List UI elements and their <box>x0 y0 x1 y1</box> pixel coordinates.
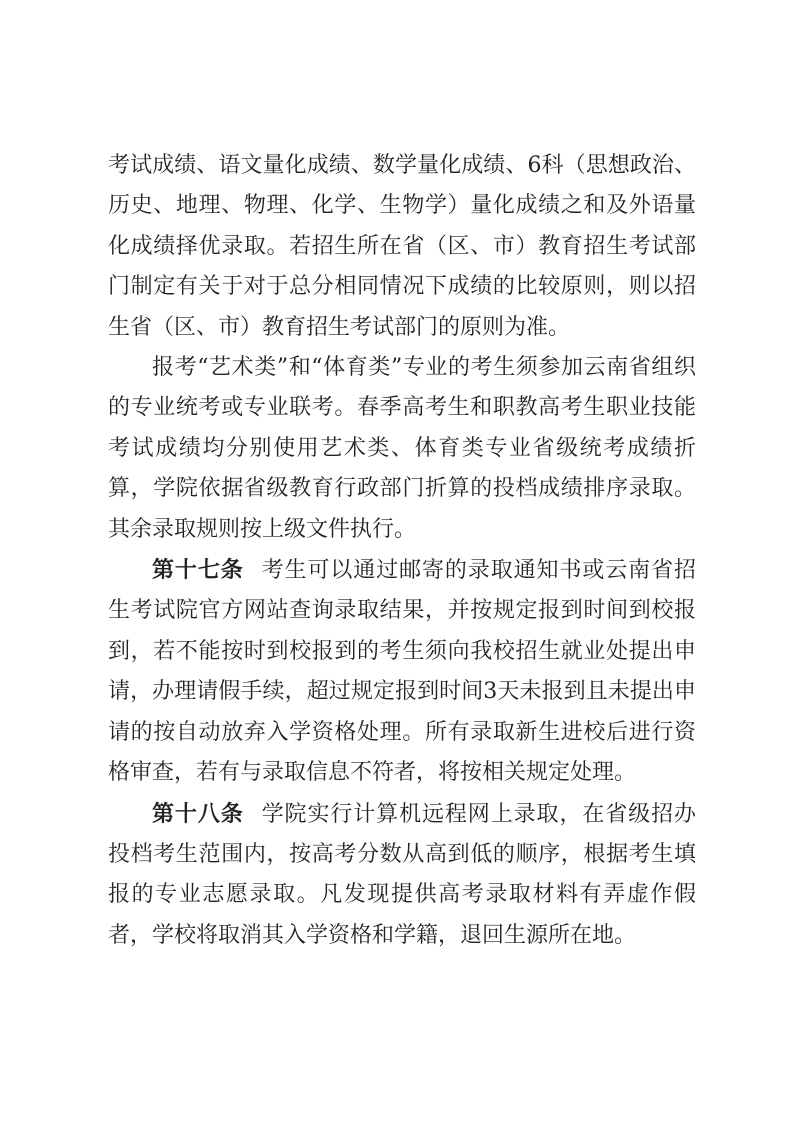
paragraph-art-sports <box>108 348 696 550</box>
paragraph-continued <box>108 146 696 348</box>
article-heading: 第十八条 <box>152 800 244 827</box>
article-17 <box>108 550 696 793</box>
article-heading: 第十七条 <box>152 557 244 584</box>
article-text: 考生可以通过邮寄的录取通知书或云南省招生考试院官方网站查询录取结果，并按规定报到时间到校报到，若不能按时到校报到的考生须向我校招生就业处提出申请，办理请假手续，超过规定报到时间3天未报到且未提出申请的按自动放弃入学资格处理。所有录取新生进校后进行资格审查，若有与录取信息不符者，将按相关规定处理。 <box>108 558 696 786</box>
article-18 <box>108 794 696 957</box>
paragraph-text: 考试成绩、语文量化成绩、数学量化成绩、6科（思想政治、历史、地理、物理、化学、生物学）量化成绩之和及外语量化成绩择优录取。若招生所在省（区、市）教育招生考试部门制定有关于对于总分相同情况下成绩的比较原则，则以招生省（区、市）教育招生考试部门的原则为准。 <box>108 153 696 340</box>
document-body <box>108 146 696 956</box>
article-text: 学院实行计算机远程网上录取，在省级招办投档考生范围内，按高考分数从高到低的顺序，根据考生填报的专业志愿录取。凡发现提供高考录取材料有弄虚作假者，学校将取消其入学资格和学籍，退回生源所在地。 <box>108 801 696 948</box>
paragraph-text: 报考“艺术类”和“体育类”专业的考生须参加云南省组织的专业统考或专业联考。春季高考生和职教高考生职业技能考试成绩均分别使用艺术类、体育类专业省级统考成绩折算，学院依据省级教育行政部门折算的投档成绩排序录取。其余录取规则按上级文件执行。 <box>108 355 696 542</box>
